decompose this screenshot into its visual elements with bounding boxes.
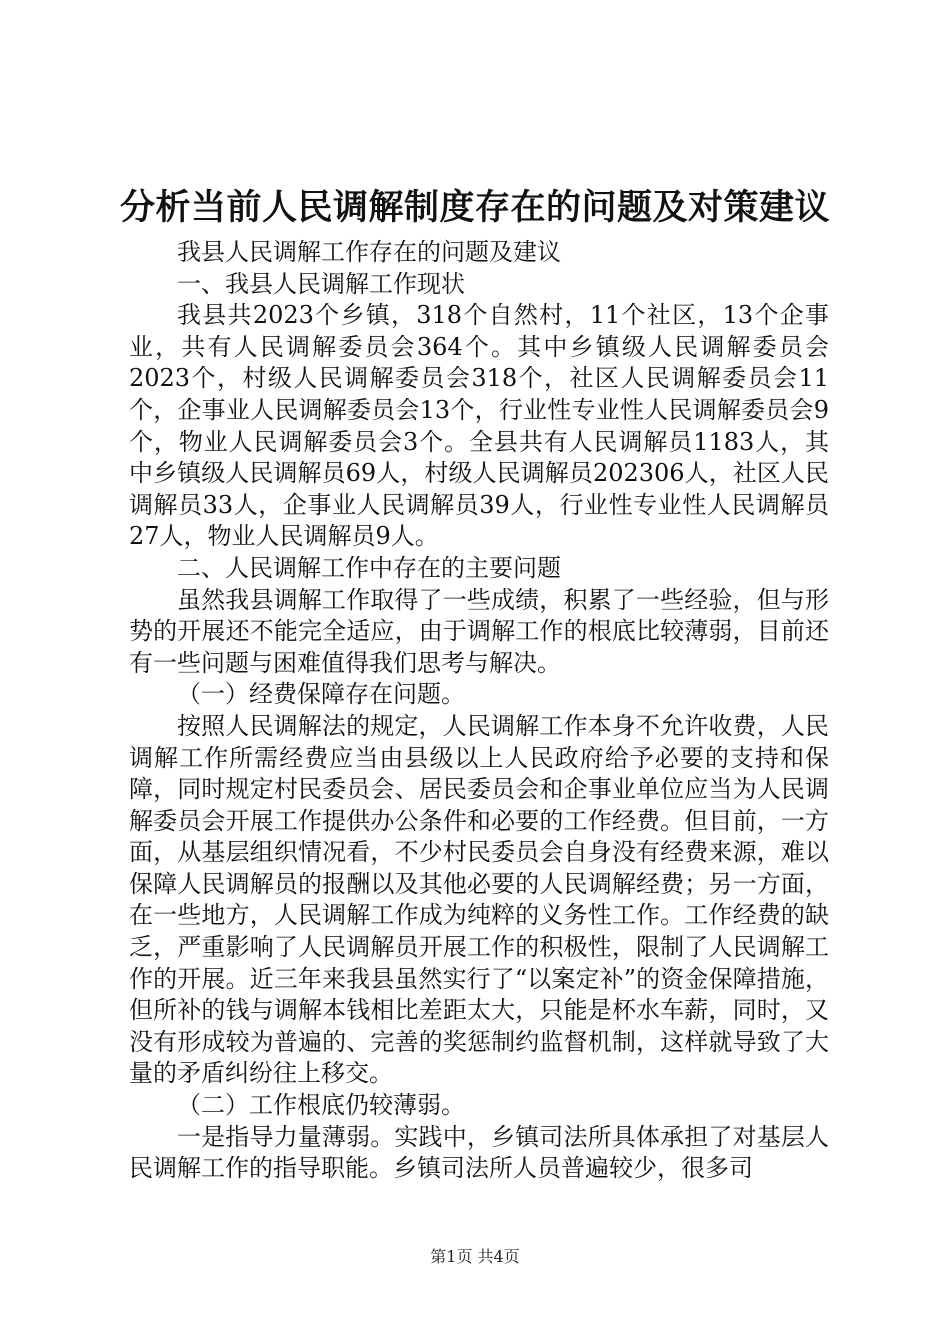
paragraph-funding: 按照人民调解法的规定，人民调解工作本身不允许收费，人民调解工作所需经费应当由县级以上人民政府给予必要的支持和保障，同时规定村民委员会、居民委员会和企事业单位应当为人民调解委员会开展工作提供办公条件和必要的工作经费。但目前，一方面，从基层组织情况看，不少村民委员会自身没有经费来源，难以保障人民调解员的报酬以及其他必要的人民调解经费；另一方面，在一些地方，人民调解工作成为纯粹的义务性工作。工作经费的缺乏，严重影响了人民调解员开展工作的积极性，限制了人民调解工作的开展。近三年来我县虽然实行了“以案定补”的资金保障措施，但所补的钱与调解本钱相比差距太大，只能是杯水车薪，同时，又没有形成较为普遍的、完善的奖惩制约监督机制，这样就导致了大量的矛盾纠纷往上移交。 (129, 711, 829, 1088)
document-title: 分析当前人民调解制度存在的问题及对策建议 (119, 188, 830, 228)
paragraph-subtitle: 我县人民调解工作存在的问题及建议 (177, 238, 561, 266)
subsection-heading-2: （二）工作根底仍较薄弱。 (177, 1091, 465, 1120)
section-heading-1: 一、我县人民调解工作现状 (177, 269, 465, 298)
subsection-heading-1: （一）经费保障存在问题。 (177, 680, 465, 709)
page-footer (0, 1246, 950, 1268)
document-body (129, 237, 829, 1185)
page-number: 第1页 (430, 1247, 473, 1266)
page-total: 共4页 (477, 1247, 520, 1266)
paragraph-status: 我县共2023个乡镇，318个自然村，11个社区，13个企事业，共有人民调解委员会364个。其中乡镇级人民调解委员会2023个，村级人民调解委员会318个，社区人民调解委员会11个，企事业人民调解委员会13个，行业性专业性人民调解委员会9个，物业人民调解委员会3个。全县共有人民调解员1183人，其中乡镇级人民调解员69人，村级人民调解员202306人，社区人民调解员33人，企事业人民调解员39人，行业性专业性人民调解员27人，物业人民调解员9人。 (129, 301, 829, 551)
paragraph-guidance: 一是指导力量薄弱。实践中，乡镇司法所具体承担了对基层人民调解工作的指导职能。乡镇司法所人员普遍较少，很多司 (129, 1122, 829, 1183)
paragraph-intro-problems: 虽然我县调解工作取得了一些成绩，积累了一些经验，但与形势的开展还不能完全适应，由于调解工作的根底比较薄弱，目前还有一些问题与困难值得我们思考与解决。 (129, 585, 829, 677)
section-heading-2: 二、人民调解工作中存在的主要问题 (177, 553, 561, 582)
